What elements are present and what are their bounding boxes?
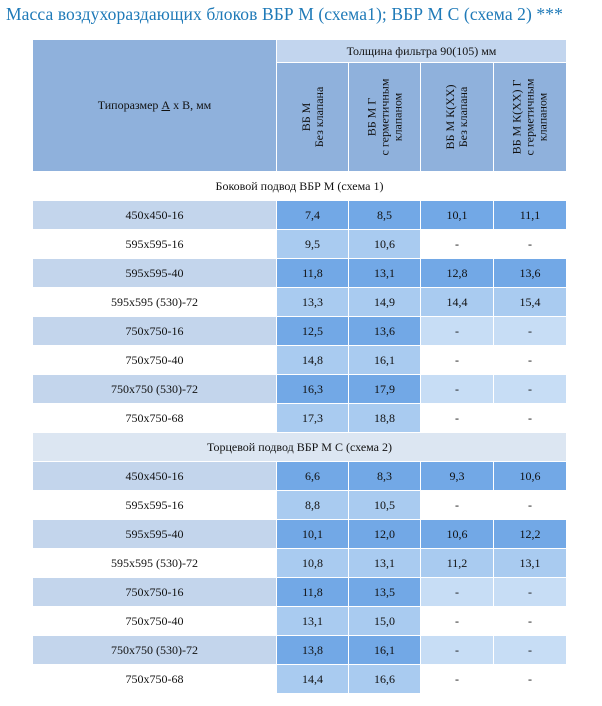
- value-cell: 10,1: [421, 201, 494, 230]
- value-cell: -: [421, 578, 494, 607]
- section-row: [33, 172, 567, 201]
- value-cell: -: [494, 607, 567, 636]
- table-row: [33, 578, 567, 607]
- value-cell: 13,5: [349, 578, 421, 607]
- value-cell: 16,1: [349, 346, 421, 375]
- table-row: [33, 404, 567, 433]
- value-cell: 13,6: [349, 317, 421, 346]
- size-cell: 595х595-16: [33, 491, 277, 520]
- size-cell: 595х595-16: [33, 230, 277, 259]
- table-row: [33, 375, 567, 404]
- value-cell: 16,6: [349, 665, 421, 694]
- value-cell: 16,1: [349, 636, 421, 665]
- size-cell: 595х595-40: [33, 520, 277, 549]
- value-cell: -: [494, 375, 567, 404]
- value-cell: 11,8: [277, 259, 349, 288]
- value-cell: 6,6: [277, 462, 349, 491]
- size-cell: 595х595-40: [33, 259, 277, 288]
- section-title: Боковой подвод ВБР М (схема 1): [33, 172, 567, 201]
- size-cell: 750х750 (530)-72: [33, 375, 277, 404]
- value-cell: 14,4: [277, 665, 349, 694]
- value-cell: 13,1: [349, 549, 421, 578]
- table-row: [33, 520, 567, 549]
- value-cell: 13,8: [277, 636, 349, 665]
- value-cell: -: [421, 317, 494, 346]
- column-header-vb-m: ВБ М Без клапана: [277, 63, 349, 172]
- size-cell: 750х750-40: [33, 607, 277, 636]
- value-cell: 10,6: [494, 462, 567, 491]
- value-cell: 15,0: [349, 607, 421, 636]
- size-cell: 750х750-68: [33, 404, 277, 433]
- value-cell: -: [421, 230, 494, 259]
- value-cell: 13,1: [349, 259, 421, 288]
- size-cell: 750х750-40: [33, 346, 277, 375]
- value-cell: 17,3: [277, 404, 349, 433]
- value-cell: 13,1: [494, 549, 567, 578]
- value-cell: -: [494, 230, 567, 259]
- table-row: [33, 491, 567, 520]
- value-cell: 14,9: [349, 288, 421, 317]
- value-cell: 10,6: [421, 520, 494, 549]
- value-cell: 12,2: [494, 520, 567, 549]
- column-header-vb-m-g: ВБ М Г с герметичным клапаном: [349, 63, 421, 172]
- size-column-header: [33, 40, 277, 172]
- value-cell: 16,3: [277, 375, 349, 404]
- value-cell: -: [421, 665, 494, 694]
- size-label-a: А: [161, 98, 171, 112]
- size-cell: 750х750-16: [33, 578, 277, 607]
- size-cell: 450х450-16: [33, 462, 277, 491]
- table-row: [33, 259, 567, 288]
- table-row: [33, 462, 567, 491]
- value-cell: 8,8: [277, 491, 349, 520]
- weight-table: [32, 39, 567, 694]
- value-cell: 13,6: [494, 259, 567, 288]
- value-cell: 9,3: [421, 462, 494, 491]
- value-cell: -: [421, 404, 494, 433]
- value-cell: 8,5: [349, 201, 421, 230]
- table-row: [33, 665, 567, 694]
- value-cell: 10,1: [277, 520, 349, 549]
- section-title: Торцевой подвод ВБР М С (схема 2): [33, 433, 567, 462]
- value-cell: -: [494, 346, 567, 375]
- value-cell: -: [421, 636, 494, 665]
- value-cell: 12,0: [349, 520, 421, 549]
- value-cell: -: [421, 375, 494, 404]
- value-cell: 11,8: [277, 578, 349, 607]
- value-cell: 14,8: [277, 346, 349, 375]
- value-cell: -: [494, 317, 567, 346]
- size-cell: 750х750-16: [33, 317, 277, 346]
- table-row: [33, 288, 567, 317]
- column-header-vb-m-k-g: ВБ М К(ХХ) Г с герметичным клапаном: [494, 63, 567, 172]
- value-cell: 15,4: [494, 288, 567, 317]
- size-cell: 450х450-16: [33, 201, 277, 230]
- value-cell: 13,3: [277, 288, 349, 317]
- size-label-pre: Типоразмер: [97, 98, 162, 112]
- table-row: [33, 636, 567, 665]
- value-cell: 10,5: [349, 491, 421, 520]
- value-cell: -: [421, 491, 494, 520]
- value-cell: 12,5: [277, 317, 349, 346]
- value-cell: 7,4: [277, 201, 349, 230]
- table-row: [33, 549, 567, 578]
- value-cell: 18,8: [349, 404, 421, 433]
- filter-thickness-header: Толщина фильтра 90(105) мм: [277, 40, 567, 63]
- value-cell: 12,8: [421, 259, 494, 288]
- value-cell: 17,9: [349, 375, 421, 404]
- table-row: [33, 607, 567, 636]
- table-row: [33, 230, 567, 259]
- value-cell: -: [494, 404, 567, 433]
- value-cell: 11,2: [421, 549, 494, 578]
- value-cell: 13,1: [277, 607, 349, 636]
- size-cell: 750х750-68: [33, 665, 277, 694]
- value-cell: 9,5: [277, 230, 349, 259]
- section-row: [33, 433, 567, 462]
- table-row: [33, 346, 567, 375]
- size-cell: 595х595 (530)-72: [33, 288, 277, 317]
- value-cell: 10,8: [277, 549, 349, 578]
- value-cell: 14,4: [421, 288, 494, 317]
- value-cell: 11,1: [494, 201, 567, 230]
- size-cell: 750х750 (530)-72: [33, 636, 277, 665]
- value-cell: 10,6: [349, 230, 421, 259]
- value-cell: -: [494, 491, 567, 520]
- value-cell: -: [494, 665, 567, 694]
- table-row: [33, 201, 567, 230]
- table-row: [33, 317, 567, 346]
- value-cell: -: [421, 346, 494, 375]
- table-header: [33, 40, 567, 172]
- value-cell: -: [494, 636, 567, 665]
- column-header-vb-m-k: ВБ М К(ХХ) Без клапана: [421, 63, 494, 172]
- size-label-post: х В, мм: [170, 98, 212, 112]
- page-title: Масса воздухораздающих блоков ВБР М (схема1); ВБР М С (схема 2) ***: [6, 4, 563, 24]
- value-cell: 8,3: [349, 462, 421, 491]
- table-body: [33, 172, 567, 694]
- size-cell: 595х595 (530)-72: [33, 549, 277, 578]
- value-cell: -: [494, 578, 567, 607]
- value-cell: -: [421, 607, 494, 636]
